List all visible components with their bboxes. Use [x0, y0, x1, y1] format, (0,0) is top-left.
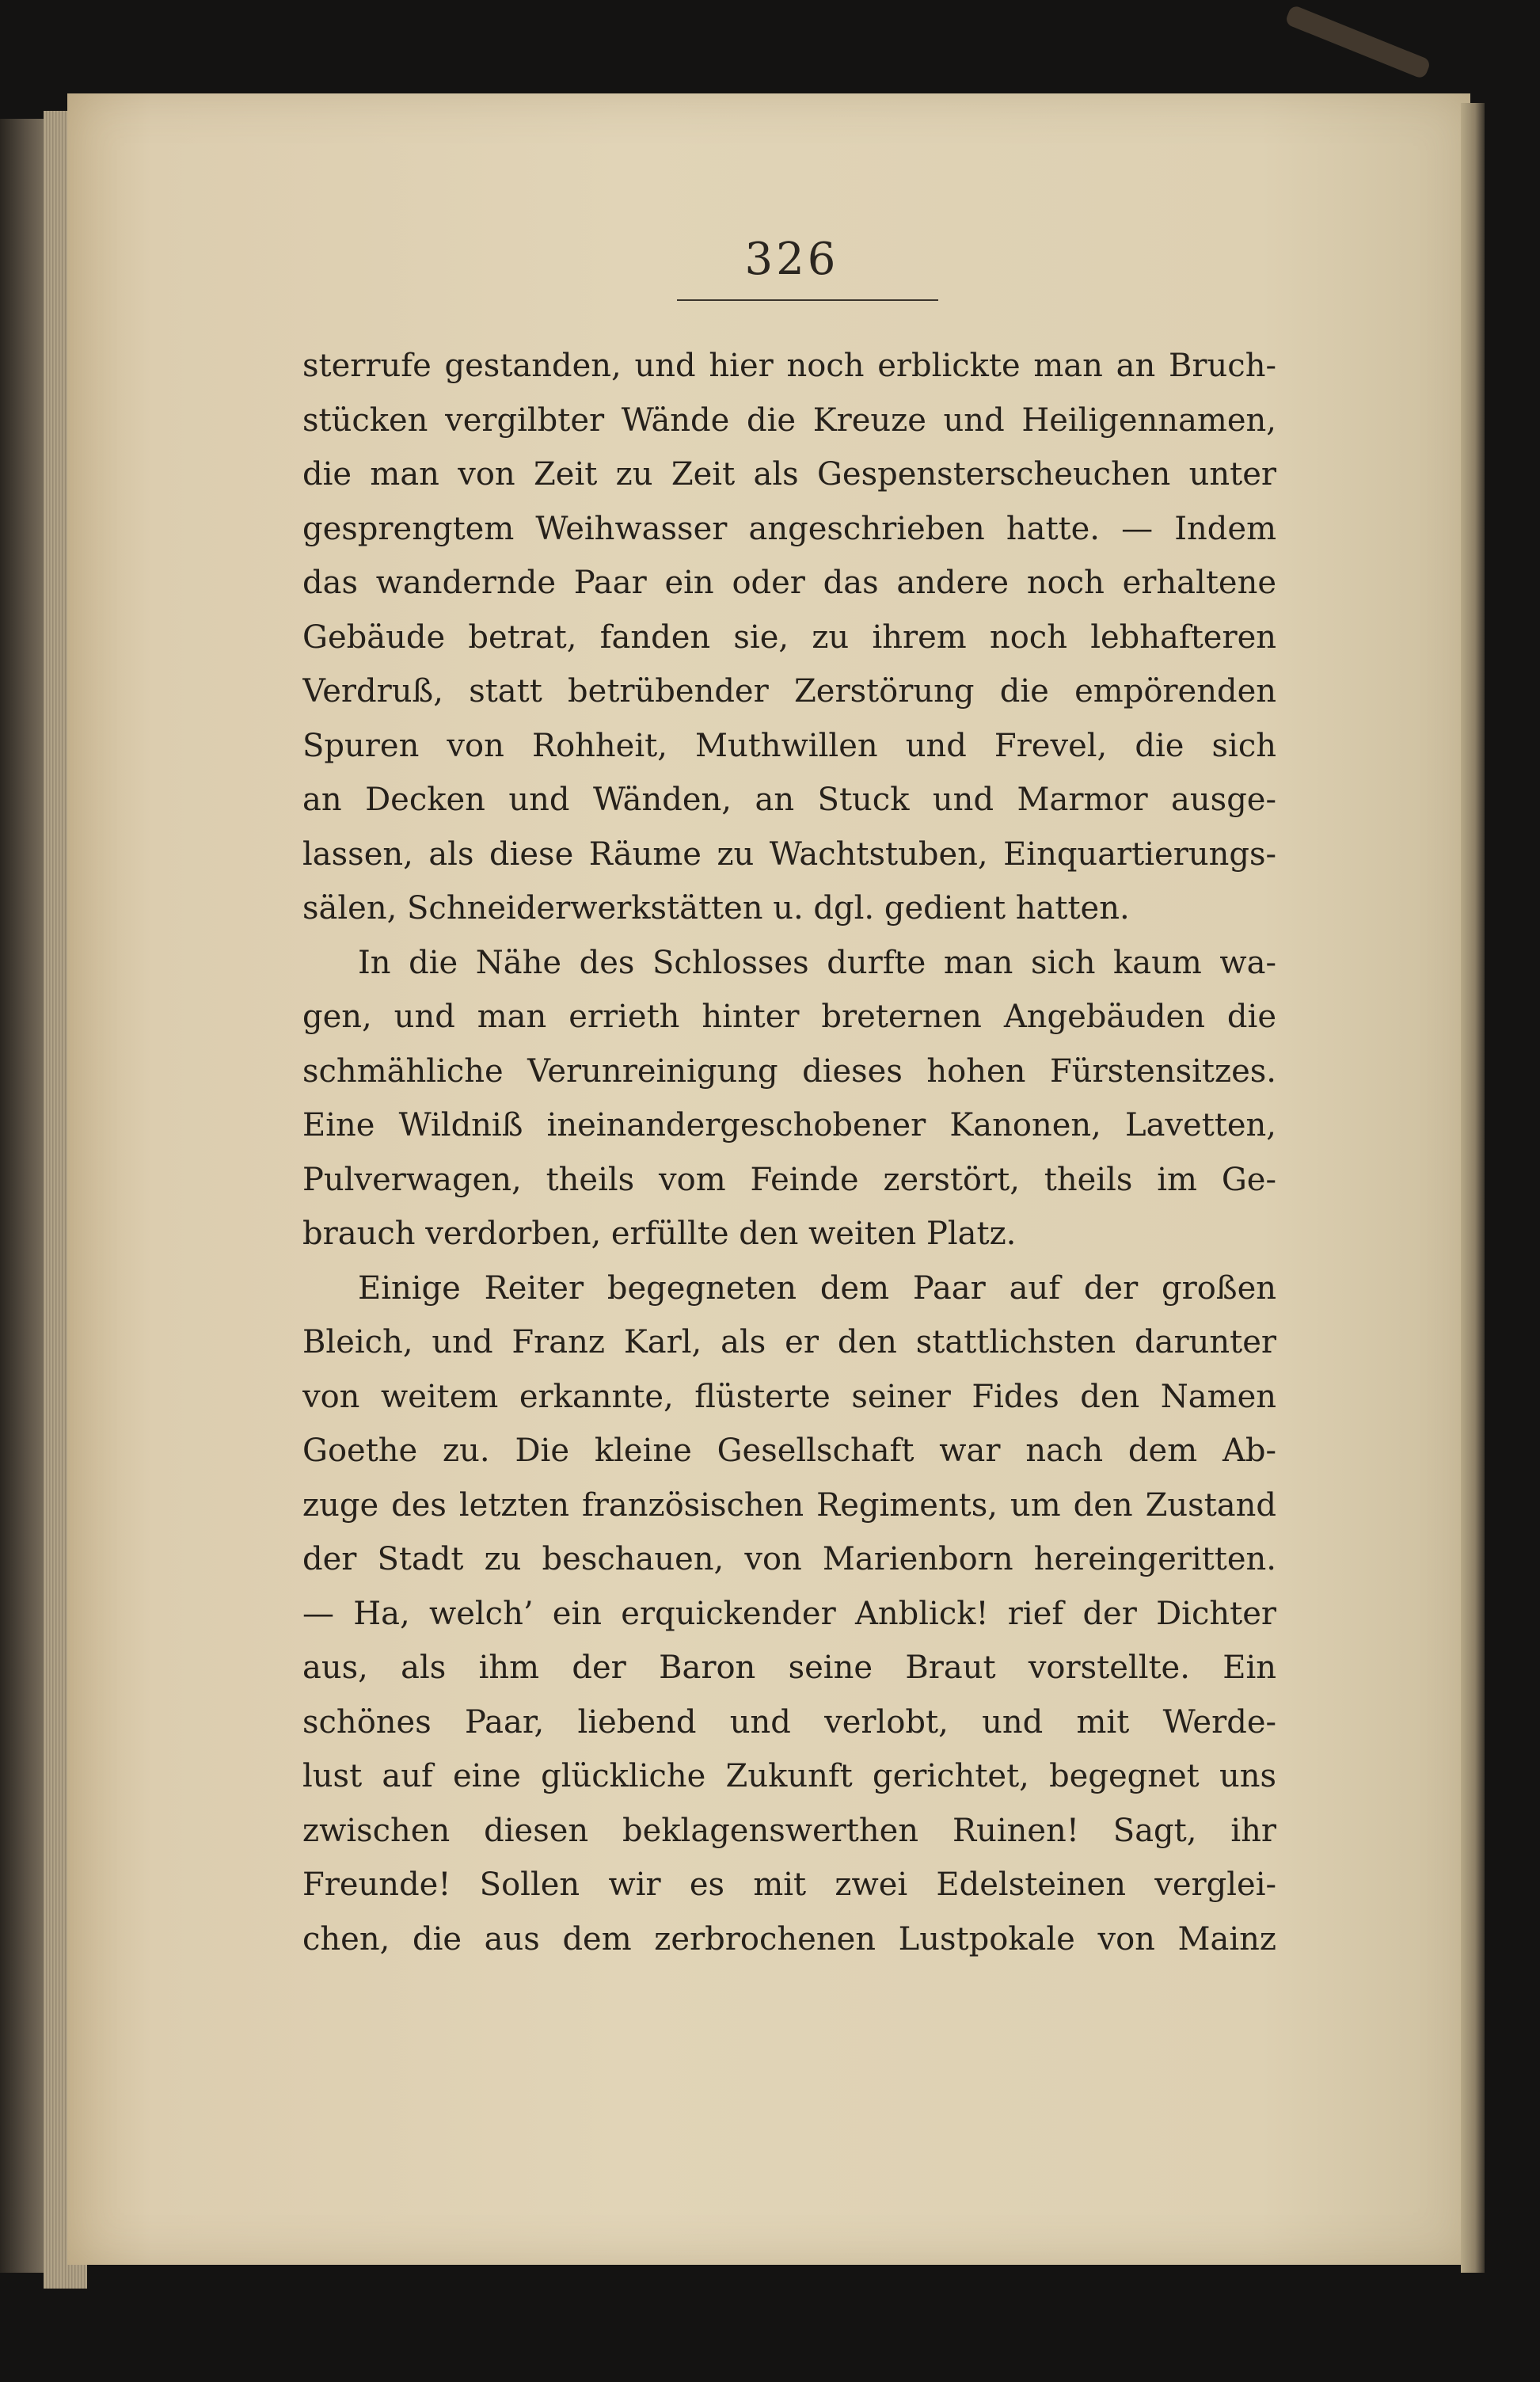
text-line: Freunde! Sollen wir es mit zwei Edelsteinen verglei- [302, 1866, 1276, 1903]
text-line: sterrufe gestanden, und hier noch erblickte man an Bruch- [302, 348, 1276, 384]
text-line: chen, die aus dem zerbrochenen Lustpokale von Mainz [302, 1920, 1276, 1958]
text-line: schönes Paar, liebend und verlobt, und mit Werde- [302, 1703, 1276, 1741]
text-line: Pulverwagen, theils vom Feinde zerstört, theils im Ge- [302, 1161, 1276, 1198]
page-number: 326 [744, 234, 839, 285]
text-line: gesprengtem Weihwasser angeschrieben hatte. — Indem [302, 510, 1276, 547]
text-line: die man von Zeit zu Zeit als Gespensterscheuchen unter [302, 456, 1276, 493]
text-line: Goethe zu. Die kleine Gesellschaft war nach dem Ab- [302, 1433, 1276, 1469]
text-line: brauch verdorben, erfüllte den weiten Platz. [302, 1216, 1017, 1252]
text-line: Gebäude betrat, fanden sie, zu ihrem noch lebhafteren [302, 618, 1276, 656]
text-line: von weitem erkannte, flüsterte seiner Fides den Namen [302, 1378, 1276, 1415]
paragraph-start-line: Einige Reiter begegneten dem Paar auf der großen [358, 1269, 1276, 1307]
text-line: aus, als ihm der Baron seine Braut vorstellte. Ein [302, 1650, 1276, 1686]
text-line: Bleich, und Franz Karl, als er den stattlichsten darunter [302, 1324, 1276, 1360]
text-line: sälen, Schneiderwerkstätten u. dgl. gedient hatten. [302, 890, 1130, 927]
text-line: zwischen diesen beklagenswerthen Ruinen! Sagt, ihr [302, 1812, 1276, 1849]
body-text [302, 339, 1276, 1966]
text-line: — Ha, welch’ ein erquickender Anblick! rief der Dichter [302, 1595, 1276, 1632]
text-line: der Stadt zu beschauen, von Marienborn hereingeritten. [302, 1541, 1276, 1577]
bookmark-ribbon [1284, 4, 1432, 79]
paragraph-start-line: In die Nähe des Schlosses durfte man sich kaum wa- [358, 944, 1276, 981]
header-rule [677, 299, 938, 301]
text-line: das wandernde Paar ein oder das andere noch erhaltene [302, 565, 1276, 601]
text-line: lassen, als diese Räume zu Wachtstuben, Einquartierungs- [302, 835, 1276, 873]
text-line: Spuren von Rohheit, Muthwillen und Frevel, die sich [302, 727, 1276, 764]
text-line: lust auf eine glückliche Zukunft gerichtet, begegnet uns [302, 1758, 1276, 1794]
text-line: Eine Wildniß ineinandergeschobener Kanonen, Lavetten, [302, 1107, 1276, 1143]
text-line: schmähliche Verunreinigung dieses hohen Fürstensitzes. [302, 1052, 1276, 1090]
text-line: an Decken und Wänden, an Stuck und Marmor ausge- [302, 782, 1276, 818]
text-line: zuge des letzten französischen Regiments, um den Zustand [302, 1486, 1276, 1524]
text-line: stücken vergilbter Wände die Kreuze und Heiligennamen, [302, 401, 1276, 439]
text-line: gen, und man errieth hinter breternen Angebäuden die [302, 999, 1276, 1035]
page-right-edge [1461, 103, 1485, 2273]
text-line: Verdruß, statt betrübender Zerstörung die empörenden [302, 673, 1276, 710]
